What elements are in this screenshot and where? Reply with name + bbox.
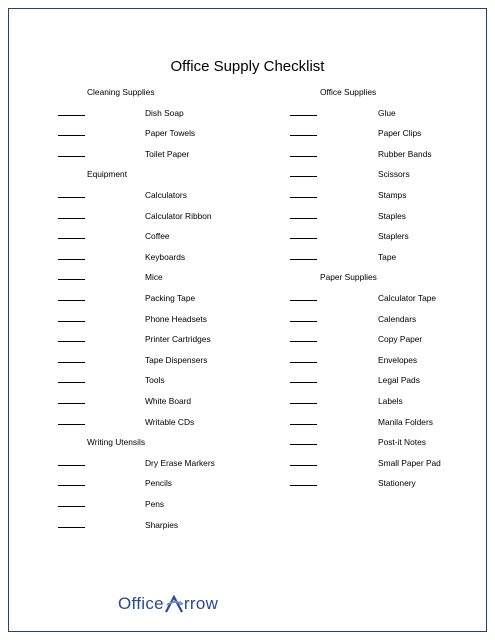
check-blank[interactable] xyxy=(58,218,85,219)
checklist-item-label: Envelopes xyxy=(378,354,418,365)
check-blank[interactable] xyxy=(290,300,317,301)
checklist-item-label: Manila Folders xyxy=(378,416,433,427)
checklist-item-label: Small Paper Pad xyxy=(378,457,441,468)
checklist-item-label: Calculators xyxy=(145,190,187,200)
check-blank[interactable] xyxy=(290,465,317,466)
checklist-item-label: Stationery xyxy=(378,478,416,489)
check-blank[interactable] xyxy=(58,135,85,136)
check-blank[interactable] xyxy=(58,465,85,466)
checklist-item-label: Calculator Tape xyxy=(378,293,437,303)
check-blank[interactable] xyxy=(290,444,317,445)
checklist-item-label: Calculator Ribbon xyxy=(145,210,212,221)
section-heading-text: Equipment xyxy=(87,169,128,180)
check-blank[interactable] xyxy=(290,176,317,177)
check-blank[interactable] xyxy=(290,115,317,116)
checklist-item-label: Toilet Paper xyxy=(145,148,190,159)
check-blank[interactable] xyxy=(290,485,317,486)
check-blank[interactable] xyxy=(290,259,317,260)
check-blank[interactable] xyxy=(58,279,85,280)
logo-text-rrow: rrow xyxy=(183,594,219,613)
check-blank[interactable] xyxy=(290,321,317,322)
checklist-item-label: Dry Erase Markers xyxy=(145,457,215,468)
checklist-item-label: Dish Soap xyxy=(145,107,184,118)
check-blank[interactable] xyxy=(290,341,317,342)
section-heading-text: Paper Supplies xyxy=(320,272,377,283)
logo-arrow-a-icon xyxy=(164,595,184,613)
checklist-item-label: Rubber Bands xyxy=(378,148,432,159)
checklist-item-label: Paper Clips xyxy=(378,128,422,139)
officearrow-logo xyxy=(118,592,258,616)
logo-text-office: Office xyxy=(118,594,164,613)
checklist-item-label: Printer Cartridges xyxy=(145,334,211,345)
checklist-item-label: Phone Headsets xyxy=(145,313,207,324)
check-blank[interactable] xyxy=(58,115,85,116)
check-blank[interactable] xyxy=(58,362,85,363)
check-blank[interactable] xyxy=(58,506,85,507)
checklist-item-label: Scissors xyxy=(378,169,410,180)
check-blank[interactable] xyxy=(58,300,85,301)
checklist-item-label: Sharpies xyxy=(145,519,179,530)
check-blank[interactable] xyxy=(58,238,85,239)
check-blank[interactable] xyxy=(58,156,85,157)
check-blank[interactable] xyxy=(290,382,317,383)
check-blank[interactable] xyxy=(58,527,85,528)
check-blank[interactable] xyxy=(290,238,317,239)
checklist-item-label: Mice xyxy=(145,272,163,283)
checklist-item-label: Tools xyxy=(145,375,165,386)
checklist-item-label: Writable CDs xyxy=(145,416,195,427)
check-blank[interactable] xyxy=(58,341,85,342)
checklist-item-label: Calendars xyxy=(378,313,417,324)
checklist-item-label: Staples xyxy=(378,210,406,221)
check-blank[interactable] xyxy=(290,403,317,404)
check-blank[interactable] xyxy=(290,424,317,425)
check-blank[interactable] xyxy=(58,485,85,486)
check-blank[interactable] xyxy=(58,382,85,383)
checklist-item-label: Packing Tape xyxy=(145,293,196,303)
check-blank[interactable] xyxy=(58,321,85,322)
check-blank[interactable] xyxy=(290,197,317,198)
checklist-item-label: Stamps xyxy=(378,190,407,200)
checklist-item-label: Labels xyxy=(378,396,403,406)
check-blank[interactable] xyxy=(58,424,85,425)
page-title: Office Supply Checklist xyxy=(170,58,325,75)
section-heading-text: Cleaning Supplies xyxy=(87,87,155,97)
check-blank[interactable] xyxy=(290,362,317,363)
checklist-item-label: Staplers xyxy=(378,231,409,242)
checklist-item-label: Copy Paper xyxy=(378,334,423,345)
checklist-item-label: Post-it Notes xyxy=(378,437,426,448)
checklist-item-label: Keyboards xyxy=(145,251,186,262)
checklist-item-label: Pencils xyxy=(145,478,172,489)
checklist-item-label: Pens xyxy=(145,499,165,509)
check-blank[interactable] xyxy=(58,403,85,404)
checklist-item-label: Glue xyxy=(378,107,396,118)
check-blank[interactable] xyxy=(290,156,317,157)
section-heading-text: Writing Utensils xyxy=(87,437,146,448)
checklist-item-label: Tape Dispensers xyxy=(145,354,208,365)
checklist-item-label: Paper Towels xyxy=(145,128,196,139)
checklist-item-label: Coffee xyxy=(145,231,170,242)
check-blank[interactable] xyxy=(290,135,317,136)
checklist-item-label: Tape xyxy=(378,251,397,262)
check-blank[interactable] xyxy=(58,259,85,260)
checklist-item-label: White Board xyxy=(145,396,192,406)
check-blank[interactable] xyxy=(290,218,317,219)
checklist-item-label: Legal Pads xyxy=(378,375,420,386)
section-heading-text: Office Supplies xyxy=(320,87,377,97)
check-blank[interactable] xyxy=(58,197,85,198)
